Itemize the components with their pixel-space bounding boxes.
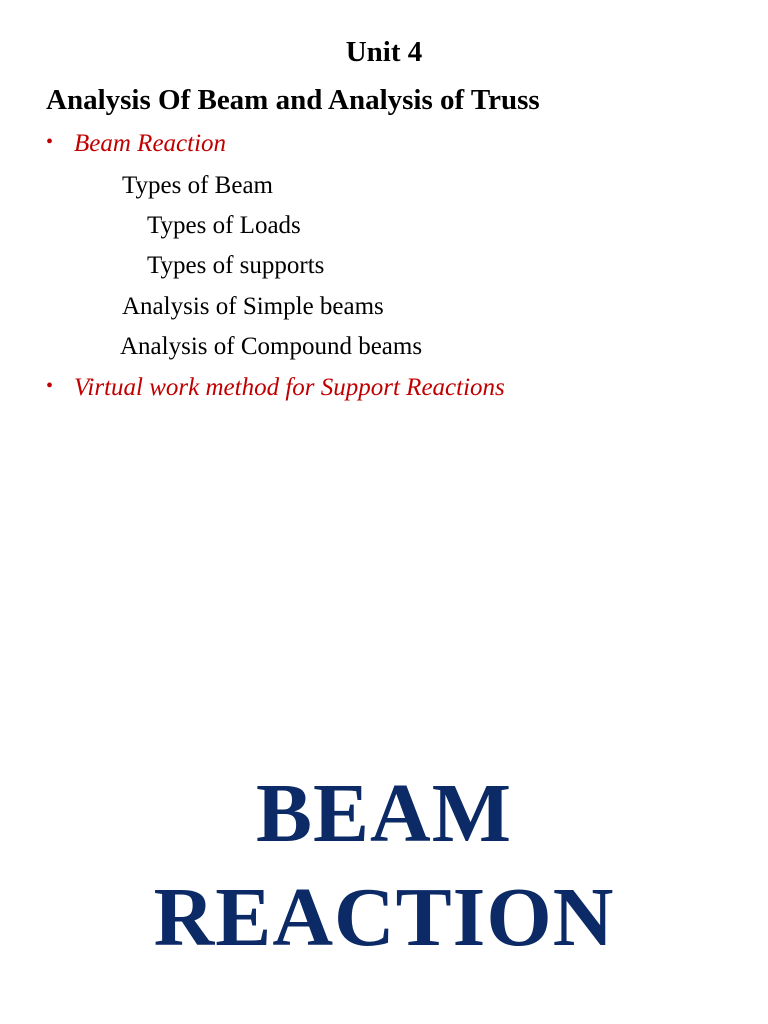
- main-heading: Analysis Of Beam and Analysis of Truss: [46, 84, 540, 116]
- big-title-line-2: REACTION: [153, 871, 615, 964]
- sub-item-compound-beams: Analysis of Compound beams: [120, 333, 423, 360]
- unit-title: Unit 4: [345, 36, 423, 68]
- bullet-text: Beam Reaction: [74, 130, 227, 157]
- big-title-line-1: BEAM: [256, 767, 512, 860]
- bullet-text: Virtual work method for Support Reactions: [74, 374, 505, 401]
- sub-item-types-of-loads: Types of Loads: [147, 212, 301, 239]
- bullet-dot-icon: •: [46, 375, 54, 397]
- sub-item-types-of-beam: Types of Beam: [122, 172, 273, 199]
- sub-item-simple-beams: Analysis of Simple beams: [122, 293, 384, 320]
- sub-item-types-of-supports: Types of supports: [147, 252, 325, 279]
- bullet-dot-icon: •: [46, 131, 54, 153]
